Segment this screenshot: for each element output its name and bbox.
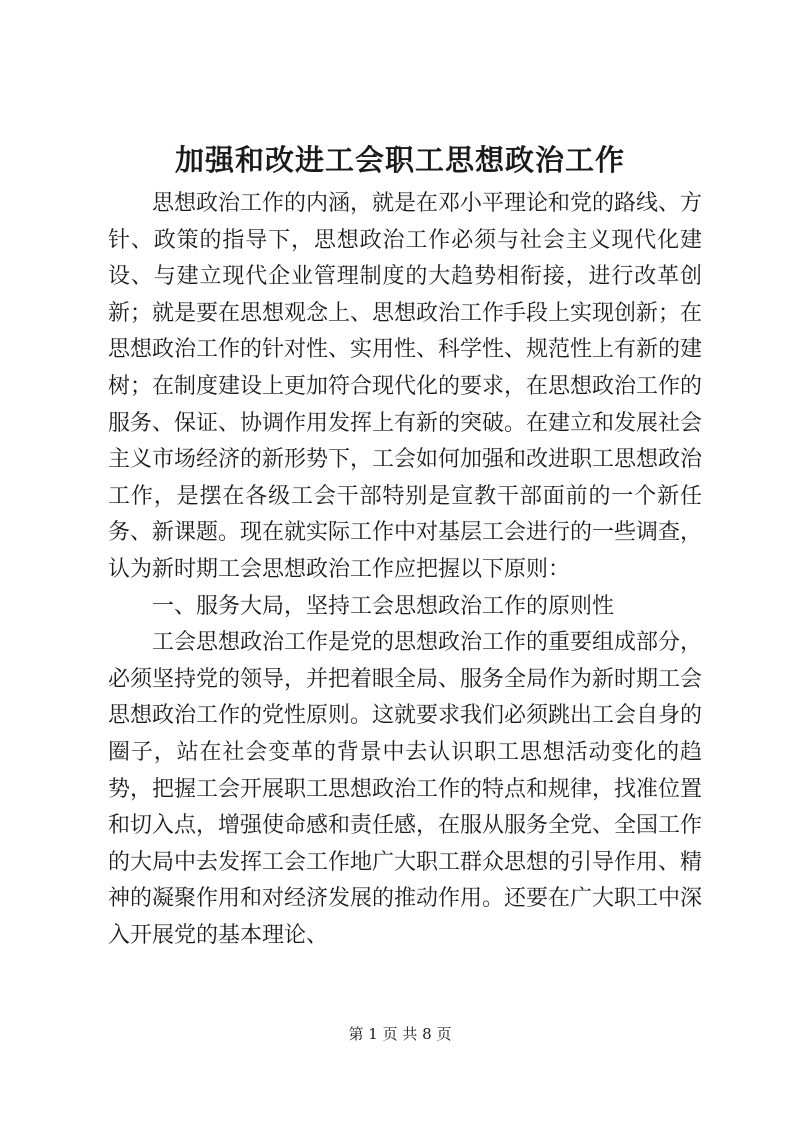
- page-number-footer: 第 1 页 共 8 页: [348, 1025, 452, 1043]
- document-title: 加强和改进工会职工思想政治工作: [174, 143, 625, 177]
- section-heading-1: 一、服务大局，坚持工会思想政治工作的原则性: [152, 593, 615, 619]
- body-paragraph-section-1: 工会思想政治工作是党的思想政治工作的重要组成部分，必须坚持党的领导，并把着眼全局、服务全局作为新时期工会思想政治工作的党性原则。这就要求我们必须跳出工会自身的圈子，站在社会变革的背景中去认识职工思想活动变化的趋势，把握工会开展职工思想政治工作的特点和规律，找准位置和切入点，增强使命感和责任感，在服从服务全党、全国工作的大局中去发挥工会工作地广大职工群众思想的引导作用、精神的凝聚作用和对经济发展的推动作用。还要在广大职工中深入开展党的基本理论、: [108, 630, 703, 948]
- document-body: [108, 186, 702, 954]
- body-paragraph-intro: 思想政治工作的内涵，就是在邓小平理论和党的路线、方针、政策的指导下，思想政治工作必须与社会主义现代化建设、与建立现代企业管理制度的大趋势相衔接，进行改革创新；就是要在思想观念上、思想政治工作手段上实现创新；在思想政治工作的针对性、实用性、科学性、规范性上有新的建树；在制度建设上更加符合现代化的要求，在思想政治工作的服务、保证、协调作用发挥上有新的突破。在建立和发展社会主义市场经济的新形势下，工会如何加强和改进职工思想政治工作，是摆在各级工会干部特别是宣教干部面前的一个新任务、新课题。现在就实际工作中对基层工会进行的一些调查，认为新时期工会思想政治工作应把握以下原则：: [108, 191, 703, 582]
